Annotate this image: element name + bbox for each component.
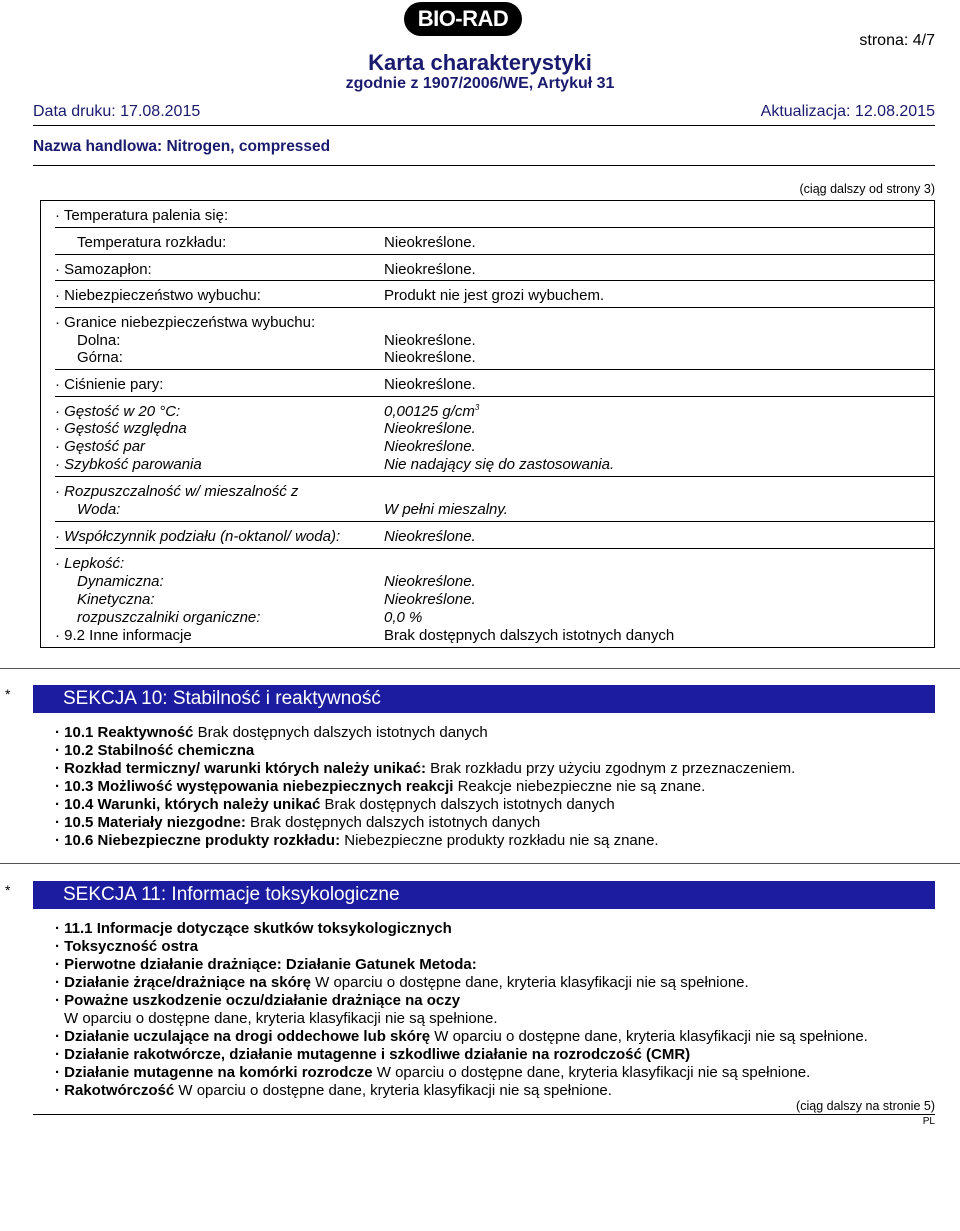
density-label: · Gęstość w 20 °C: <box>55 403 181 420</box>
s11-row: W oparciu o dostępne dane, kryteria klasyfikacji nie są spełnione. <box>64 1010 498 1027</box>
explosion-label: · Niebezpieczeństwo wybuchu: <box>55 287 261 304</box>
ignition-label: · Temperatura palenia się: <box>55 207 229 224</box>
s10-row: · Rozkład termiczny/ warunki których należy unikać: Brak rozkładu przy użyciu zgodnym z przeznaczeniem. <box>55 760 796 777</box>
lower-limit-value: Nieokreślone. <box>384 332 476 349</box>
explosion-value: Produkt nie jest grozi wybuchem. <box>384 287 605 304</box>
organic-solvents-label: rozpuszczalniki organiczne: <box>77 609 261 626</box>
language-code: PL <box>922 1116 935 1127</box>
organic-solvents-value: 0,0 % <box>384 609 423 626</box>
kinematic-viscosity-label: Kinetyczna: <box>77 591 155 608</box>
decomp-value: Nieokreślone. <box>384 234 476 251</box>
s11-row: · Działanie żrące/drażniące na skórę W oparciu o dostępne dane, kryteria klasyfikacji nie są spełnione. <box>55 974 749 991</box>
limits-label: · Granice niebezpieczeństwa wybuchu: <box>55 314 316 331</box>
water-label: Woda: <box>77 501 121 518</box>
section-rule <box>0 863 960 864</box>
density-number: 0,00125 g/cm <box>384 403 475 420</box>
kinematic-viscosity-value: Nieokreślone. <box>384 591 476 608</box>
upper-limit-value: Nieokreślone. <box>384 349 476 366</box>
other-info-label: · 9.2 Inne informacje <box>55 627 192 644</box>
section-11-title: SEKCJA 11: Informacje toksykologiczne <box>63 884 400 905</box>
row-divider <box>55 369 935 370</box>
partition-value: Nieokreślone. <box>384 528 476 545</box>
section-rule <box>0 668 960 669</box>
s11-row: · Działanie uczulające na drogi oddechowe lub skórę W oparciu o dostępne dane, kryteria klasyfikacji nie są spełnione. <box>55 1028 868 1045</box>
s11-row: · Działanie mutagenne na komórki rozrodcze W oparciu o dostępne dane, kryteria klasyfikacji nie są spełnione. <box>55 1064 811 1081</box>
decomp-label: Temperatura rozkładu: <box>77 234 227 251</box>
s10-row: · 10.6 Niebezpieczne produkty rozkładu: Niebezpieczne produkty rozkładu nie są znane. <box>55 832 659 849</box>
vapour-density-value: Nieokreślone. <box>384 438 476 455</box>
s11-row: · Rakotwórczość W oparciu o dostępne dane, kryteria klasyfikacji nie są spełnione. <box>55 1082 612 1099</box>
row-divider <box>55 396 935 397</box>
vapour-pressure-value: Nieokreślone. <box>384 376 476 393</box>
section-10-title: SEKCJA 10: Stabilność i reaktywność <box>63 688 381 709</box>
viscosity-label: · Lepkość: <box>55 555 125 572</box>
s10-row: · 10.1 Reaktywność Brak dostępnych dalszych istotnych danych <box>55 724 488 741</box>
box-right <box>934 200 935 648</box>
s11-row: · Toksyczność ostra <box>55 938 199 955</box>
s11-row: · Pierwotne działanie drażniące: Działanie Gatunek Metoda: <box>55 956 477 973</box>
bio-rad-logo: BIO-RAD <box>404 2 522 36</box>
update-date: Aktualizacja: 12.08.2015 <box>760 103 935 120</box>
header-divider <box>33 125 935 126</box>
partition-label: · Współczynnik podziału (n-oktanol/ woda): <box>55 528 341 545</box>
evaporation-label: · Szybkość parowania <box>55 456 202 473</box>
box-left <box>40 200 41 648</box>
other-info-value: Brak dostępnych dalszych istotnych danych <box>384 627 675 644</box>
section-10-header <box>33 685 935 713</box>
s10-row: · 10.2 Stabilność chemiczna <box>55 742 255 759</box>
self-ignition-label: · Samozapłon: <box>55 261 152 278</box>
box-bottom <box>40 647 935 648</box>
upper-limit-label: Górna: <box>77 349 123 366</box>
row-divider <box>55 476 935 477</box>
row-divider <box>55 280 935 281</box>
print-date: Data druku: 17.08.2015 <box>33 103 201 120</box>
row-divider <box>55 521 935 522</box>
s11-row: · 11.1 Informacje dotyczące skutków toksykologicznych <box>55 920 452 937</box>
box-top <box>40 200 935 201</box>
s10-row: · 10.4 Warunki, których należy unikać Brak dostępnych dalszych istotnych danych <box>55 796 615 813</box>
trade-name-divider <box>33 165 935 166</box>
relative-density-label: · Gęstość względna <box>55 420 187 437</box>
water-value: W pełni mieszalny. <box>384 501 508 518</box>
solubility-label: · Rozpuszczalność w/ mieszalność z <box>55 483 299 500</box>
section-11-header <box>33 881 935 909</box>
footer-divider <box>33 1114 935 1115</box>
density-exponent: 3 <box>474 403 480 412</box>
row-divider <box>55 548 935 549</box>
s11-row: · Poważne uszkodzenie oczu/działanie drażniące na oczy <box>55 992 461 1009</box>
trade-name: Nazwa handlowa: Nitrogen, compressed <box>33 138 331 155</box>
continued-from: (ciąg dalszy od strony 3) <box>799 182 935 196</box>
row-divider <box>55 254 935 255</box>
row-divider <box>55 227 935 228</box>
s10-row: · 10.5 Materiały niezgodne: Brak dostępnych dalszych istotnych danych <box>55 814 541 831</box>
revision-marker: * <box>5 686 11 702</box>
document-title: Karta charakterystyki <box>368 50 592 75</box>
self-ignition-value: Nieokreślone. <box>384 261 476 278</box>
row-divider <box>55 307 935 308</box>
vapour-pressure-label: · Ciśnienie pary: <box>55 376 164 393</box>
lower-limit-label: Dolna: <box>77 332 121 349</box>
s10-row: · 10.3 Możliwość występowania niebezpiecznych reakcji Reakcje niebezpieczne nie są znane. <box>55 778 706 795</box>
relative-density-value: Nieokreślone. <box>384 420 476 437</box>
revision-marker: * <box>5 882 11 898</box>
dynamic-viscosity-value: Nieokreślone. <box>384 573 476 590</box>
page-number: strona: 4/7 <box>859 32 935 49</box>
dynamic-viscosity-label: Dynamiczna: <box>77 573 164 590</box>
s11-row: · Działanie rakotwórcze, działanie mutagenne i szkodliwe działanie na rozrodczość (CMR) <box>55 1046 691 1063</box>
evaporation-value: Nie nadający się do zastosowania. <box>384 456 615 473</box>
document-subtitle: zgodnie z 1907/2006/WE, Artykuł 31 <box>345 75 615 92</box>
continued-to: (ciąg dalszy na stronie 5) <box>796 1099 935 1113</box>
vapour-density-label: · Gęstość par <box>55 438 146 455</box>
density-value <box>384 403 479 420</box>
